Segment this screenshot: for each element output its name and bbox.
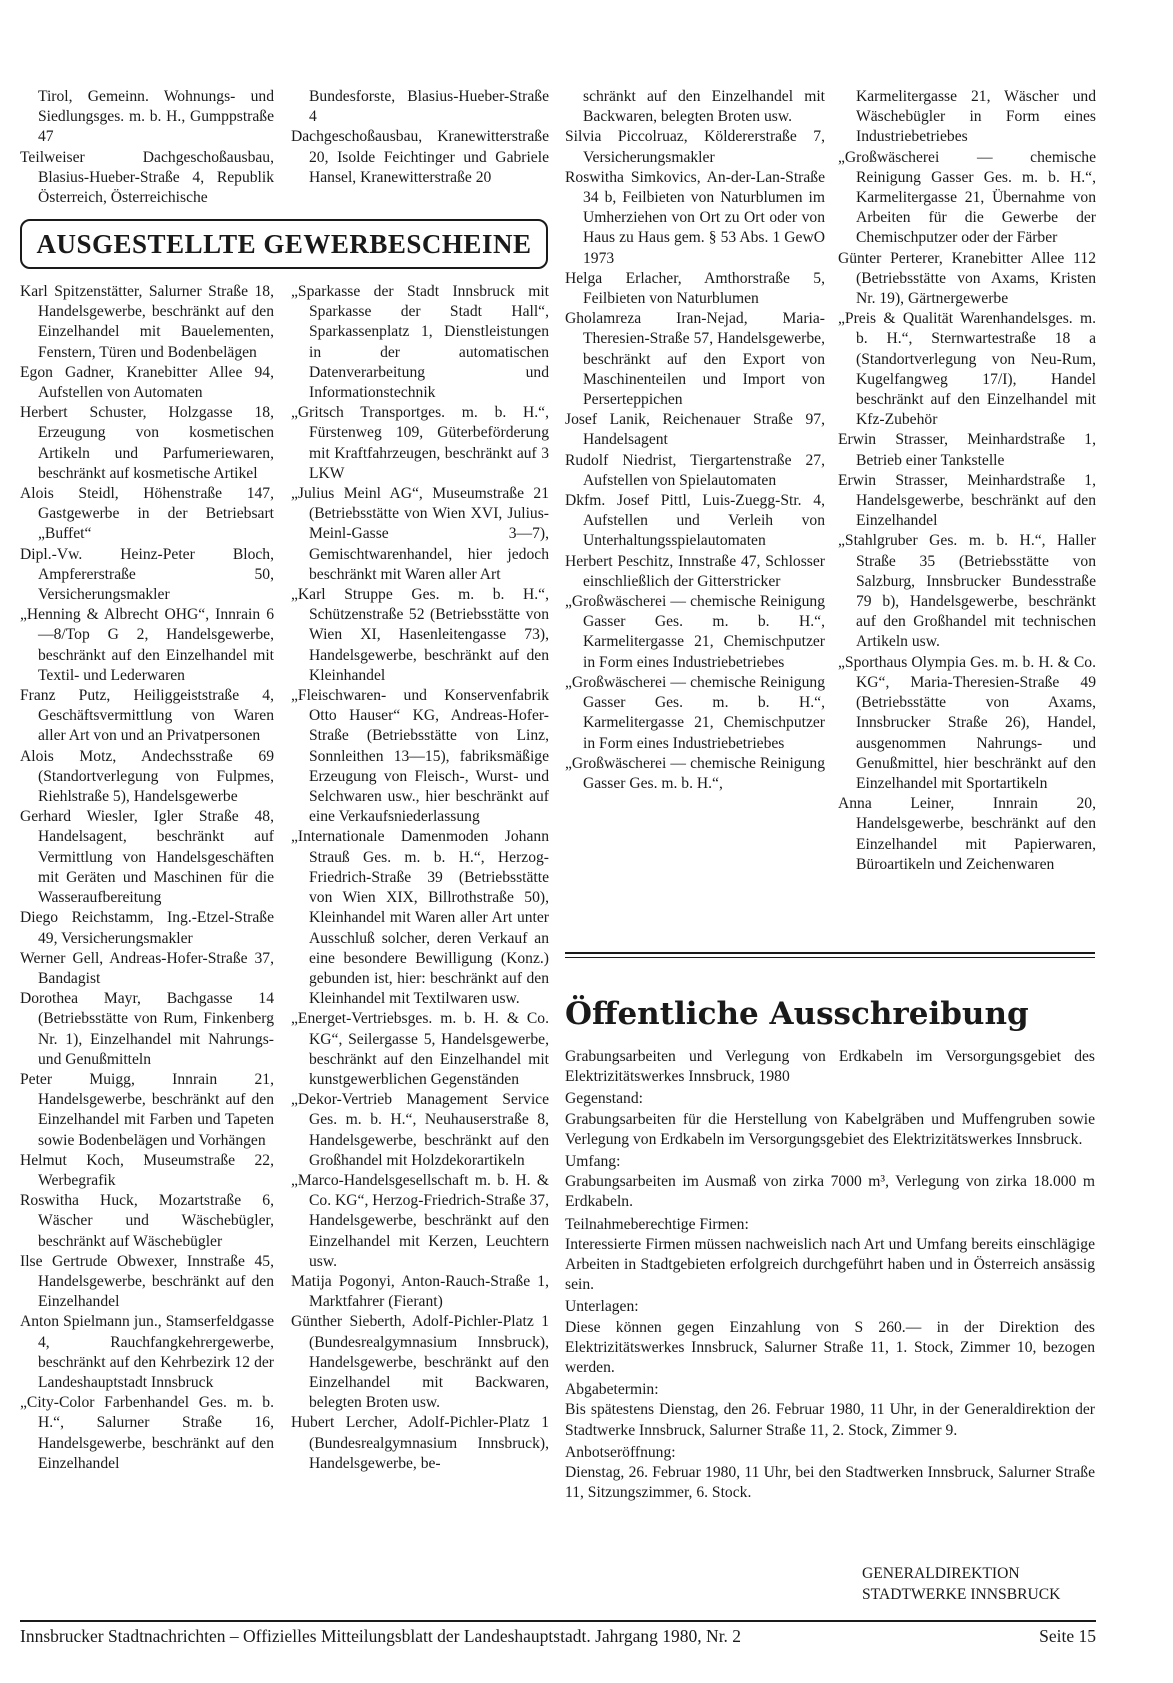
entry: Karl Spitzenstätter, Salurner Straße 18, Handelsgewerbe, beschränkt auf den Einzelhandel mit Bauelementen, Fenstern, Türen und Bodenbelägen [20,283,274,361]
tender-firmen-label: Teilnahmeberechtige Firmen: [565,1215,749,1233]
entry: Karmelitergasse 21, Wäscher und Wäschebügler in Form eines Industriebetriebes [856,88,1096,146]
entry: „Gritsch Transportges. m. b. H.“, Fürstenweg 109, Güterbeförderung mit Kraftfahrzeugen, beschränkt auf 3 LKW [291,404,549,482]
tender-abgabe: Bis spätestens Dienstag, den 26. Februar 1980, 11 Uhr, in der Generaldirektion der Stadtwerke Innsbruck, Salurner Straße 11, 2. Stock, Zimmer 9. [565,1401,1095,1439]
footer-rule [20,1620,1096,1622]
entry: Silvia Piccolruaz, Köldererstraße 7, Versicherungsmakler [565,128,825,166]
entry: Egon Gadner, Kranebitter Allee 94, Aufstellen von Automaten [20,363,274,402]
entry: Hubert Lercher, Adolf-Pichler-Platz 1 (Bundesrealgymnasium Innsbruck), Handelsgewerbe, be- [291,1414,549,1472]
entry: „Karl Struppe Ges. m. b. H.“, Schützenstraße 52 (Betriebsstätte von Wien XI, Hasenleitengasse 73), Handelsgewerbe, beschränkt auf den Kleinhandel [291,586,549,684]
page-number: Seite 15 [1039,1626,1096,1646]
entry: „Marco-Handelsgesellschaft m. b. H. & Co. KG“, Herzog-Friedrich-Straße 37, Handelsgewerbe, beschränkt auf den Einzelhandel mit Kerzen, Leuchtern usw. [291,1171,549,1270]
tender-title: Öffentliche Ausschreibung [565,996,1029,1032]
tender-eroeffnung-label: Anbotseröffnung: [565,1443,676,1461]
entry: „Großwäscherei — chemische Reinigung Gasser Ges. m. b. H.“, Karmelitergasse 21, Chemischputzer in Form eines Industriebetriebes [565,673,825,752]
entry: „Großwäscherei — chemische Reinigung Gasser Ges. m. b. H.“, Karmelitergasse 21, Chemischputzer in Form eines Industriebetriebes [565,593,825,671]
entry: „Stahlgruber Ges. m. b. H.“, Haller Straße 35 (Betriebsstätte von Salzburg, Innsbrucker Bundesstraße 79 b), Handelsgewerbe, beschränkt auf den Großhandel mit technischen Artikeln usw. [838,532,1096,651]
signature-line-2: STADTWERKE INNSBRUCK [862,1586,1061,1603]
entry: Peter Muigg, Innrain 21, Handelsgewerbe, beschränkt auf den Einzelhandel mit Farben und Tapeten sowie Bodenbelägen und Vorhängen [20,1070,274,1149]
tender-unterlagen: Diese können gegen Einzahlung von S 260.— in der Direktion des Elektrizitätswerkes Innsbruck, Salurner Straße 11, 1. Stock, Zimmer 10, bezogen werden. [565,1318,1095,1377]
entry: Teilweiser Dachgeschoßausbau, Blasius-Hueber-Straße 4, Republik Österreich, Österreichische [20,148,274,207]
entry: Günter Perterer, Kranebitter Allee 112 (Betriebsstätte von Axams, Kristen Nr. 19), Gärtnergewerbe [838,249,1096,308]
entry: Helga Erlacher, Amthorstraße 5, Feilbieten von Naturblumen [565,269,825,308]
footer-publication: Innsbrucker Stadtnachrichten – Offizielles Mitteilungsblatt der Landeshauptstadt. Jahrgang 1980, Nr. 2 [20,1626,742,1646]
entry: Helmut Koch, Museumstraße 22, Werbegrafik [20,1151,274,1189]
entry: Dkfm. Josef Pittl, Luis-Zuegg-Str. 4, Aufstellen und Verleih von Unterhaltungsspielautomaten [565,492,825,550]
entry: Günther Sieberth, Adolf-Pichler-Platz 1 (Bundesrealgymnasium Innsbruck), Handelsgewerbe, beschränkt auf den Einzelhandel mit Backwaren, belegten Broten usw. [291,1313,549,1412]
entry: „Großwäscherei — chemische Reinigung Gasser Ges. m. b. H.“, Karmelitergasse 21, Übernahme von Arbeiten für die Gewerbe der Chemischputzer oder der Färber [838,148,1096,247]
tender-abgabe-label: Abgabetermin: [565,1381,659,1399]
tender-umfang: Grabungsarbeiten im Ausmaß von zirka 7000 m³, Verlegung von zirka 18.000 m Erdkabeln. [565,1173,1095,1211]
entry: „Energet-Vertriebsges. m. b. H. & Co. KG“, Seilergasse 5, Handelsgewerbe, beschränkt auf den Einzelhandel mit kunstgewerblichen Gegenständen [291,1010,549,1088]
entry: „Sparkasse der Stadt Innsbruck mit Sparkasse der Stadt Hall“, Sparkassenplatz 1, Dienstleistungen in der automatischen Datenverarbeitung und Informationstechnik [291,283,549,402]
entry: Anna Leiner, Innrain 20, Handelsgewerbe, beschränkt auf den Einzelhandel mit Papierwaren, Büroartikeln und Zeichenwaren [838,795,1096,873]
entry: „Dekor-Vertrieb Management Service Ges. m. b. H.“, Neuhauserstraße 8, Handelsgewerbe, beschränkt auf den Großhandel mit Holzdekorartikeln [291,1091,549,1169]
entry: Tirol, Gemeinn. Wohnungs- und Siedlungsges. m. b. H., Gumppstraße 47 [38,88,274,146]
entry: „Internationale Damenmoden Johann Strauß Ges. m. b. H.“, Herzog-Friedrich-Straße 39 (Betriebsstätte von Wien XIX, Billrothstraße 50), Kleinhandel mit Waren aller Art unter Ausschluß solcher, deren Verkauf an eine besondere Bewilligung (Konz.) gebunden ist, hier: beschränkt auf den Kleinhandel mit Textilwaren usw. [291,828,549,1008]
entry: „Preis & Qualität Warenhandelsges. m. b. H.“, Sternwartestraße 18 a (Standortverlegung von Neu-Rum, Kugelfangweg 17/I), Handel beschränkt auf den Einzelhandel mit Kfz-Zubehör [838,310,1096,429]
entry: „City-Color Farbenhandel Ges. m. b. H.“, Salurner Straße 16, Handelsgewerbe, beschränkt auf den Einzelhandel [20,1394,274,1472]
tender-unterlagen-label: Unterlagen: [565,1298,639,1316]
entry: Franz Putz, Heiliggeiststraße 4, Geschäftsvermittlung von Waren aller Art von und an Privatpersonen [20,687,274,745]
tender-gegenstand-label: Gegenstand: [565,1090,643,1108]
entry: Bundesforste, Blasius-Hueber-Straße 4 [309,88,549,126]
entry: Alois Motz, Andechsstraße 69 (Standortverlegung von Fulpmes, Riehlstraße 5), Handelsgewerbe [20,747,274,806]
section-heading: AUSGESTELLTE GEWERBESCHEINE [36,228,532,259]
entry: Ilse Gertrude Obwexer, Innstraße 45, Handelsgewerbe, beschränkt auf den Einzelhandel [20,1252,274,1311]
entry: Gholamreza Iran-Nejad, Maria-Theresien-Straße 57, Handelsgewerbe, beschränkt auf den Export von Maschinenteilen und Import von Perserteppichen [565,310,825,409]
tender-gegenstand: Grabungsarbeiten für die Herstellung von Kabelgräben und Muffengruben sowie Verlegung von Erdkabeln im Versorgungsgebiet des Elektrizitätswerkes Innsbruck. [565,1110,1095,1148]
tender-body [565,1047,1095,1503]
entry: Herbert Peschitz, Innstraße 47, Schlosser einschließlich der Gitterstricker [565,552,825,590]
column-3 [565,87,825,794]
divider-rule [565,952,1095,954]
entry: Erwin Strasser, Meinhardstraße 1, Handelsgewerbe, beschränkt auf den Einzelhandel [838,471,1096,530]
entry: Diego Reichstamm, Ing.-Etzel-Straße 49, Versicherungsmakler [20,909,274,947]
column-2-top [291,87,549,188]
entry: „Fleischwaren- und Konservenfabrik Otto Hauser“ KG, Andreas-Hofer-Straße (Betriebsstätte von Linz, Sonnleithen 13—15), fabriksmäßige Erzeugung von Fleisch-, Wurst- und Selchwaren usw., hier beschränkt auf eine Verkaufsniederlassung [291,687,549,826]
entry: Josef Lanik, Reichenauer Straße 97, Handelsagent [565,411,825,449]
entry: Roswitha Simkovics, An-der-Lan-Straße 34 b, Feilbieten von Naturblumen im Umherziehen von Ort zu Ort oder von Haus zu Haus gem. § 53 Abs. 1 GewO 1973 [565,168,825,267]
column-2 [291,282,549,1474]
footer [20,1626,1096,1646]
entry: Herbert Schuster, Holzgasse 18, Erzeugung von kosmetischen Artikeln und Parfumeriewaren, beschränkt auf kosmetische Artikel [20,404,274,482]
tender-firmen: Interessierte Firmen müssen nachweislich nach Art und Umfang bereits einschlägige Arbeiten in Stadtgebieten erfolgreich durchgeführt haben und in Österreich ansässig sein. [565,1235,1095,1294]
entry: Matija Pogonyi, Anton-Rauch-Straße 1, Marktfahrer (Fierant) [291,1272,549,1311]
entry: „Julius Meinl AG“, Museumstraße 21 (Betriebsstätte von Wien XVI, Julius-Meinl-Gasse 3—7), Gemischtwarenhandel, hier jedoch beschränkt mit Waren aller Art [291,485,549,583]
entry: Dachgeschoßausbau, Kranewitterstraße 20, Isolde Feichtinger und Gabriele Hansel, Kranewitterstraße 20 [291,128,549,186]
tender-umfang-label: Umfang: [565,1153,621,1171]
column-4 [838,87,1096,875]
entry: Dipl.-Vw. Heinz-Peter Bloch, Ampfererstraße 50, Versicherungsmakler [20,545,274,604]
entry: Rudolf Niedrist, Tiergartenstraße 27, Aufstellen von Spielautomaten [565,451,825,489]
entry: „Großwäscherei — chemische Reinigung Gasser Ges. m. b. H.“, [565,754,825,792]
column-1 [20,282,274,1474]
entry: Alois Steidl, Höhenstraße 147, Gastgewerbe in der Betriebsart „Buffet“ [20,485,274,543]
divider-rule-thin [565,957,1095,958]
entry: Gerhard Wiesler, Igler Straße 48, Handelsagent, beschränkt auf Vermittlung von Handelsgeschäften mit Geräten und Maschinen für die Wasseraufbereitung [20,808,274,907]
entry: Erwin Strasser, Meinhardstraße 1, Betrieb einer Tankstelle [838,431,1096,469]
entry: „Sporthaus Olympia Ges. m. b. H. & Co. KG“, Maria-Theresien-Straße 49 (Betriebsstätte von Axams, Innsbrucker Straße 26), Handel, ausgenommen Nahrungs- und Genußmittel, hier beschränkt auf den Einzelhandel mit Sportartikeln [838,653,1096,792]
entry: „Henning & Albrecht OHG“, Innrain 6—8/Top G 2, Handelsgewerbe, beschränkt auf den Einzelhandel mit Textil- und Lederwaren [20,606,274,684]
column-1-top [20,87,274,208]
tender-eroeffnung: Dienstag, 26. Februar 1980, 11 Uhr, bei den Stadtwerken Innsbruck, Salurner Straße 11, Sitzungszimmer, 6. Stock. [565,1464,1095,1502]
entry: Dorothea Mayr, Bachgasse 14 (Betriebsstätte von Rum, Finkenberg Nr. 1), Einzelhandel mit Nahrungs- und Genußmitteln [20,990,274,1068]
signature-line-1: GENERALDIREKTION [862,1565,1020,1582]
section-heading-box [20,219,548,269]
tender-intro: Grabungsarbeiten und Verlegung von Erdkabeln im Versorgungsgebiet des Elektrizitätswerkes Innsbruck, 1980 [565,1048,1095,1086]
entry: Anton Spielmann jun., Stamserfeldgasse 4, Rauchfangkehrergewerbe, beschränkt auf den Kehrbezirk 12 der Landeshauptstadt Innsbruck [20,1313,274,1391]
entry: Werner Gell, Andreas-Hofer-Straße 37, Bandagist [20,949,274,987]
entry: Roswitha Huck, Mozartstraße 6, Wäscher und Wäschebügler, beschränkt auf Wäschebügler [20,1192,274,1250]
entry: schränkt auf den Einzelhandel mit Backwaren, belegten Broten usw. [583,88,825,126]
